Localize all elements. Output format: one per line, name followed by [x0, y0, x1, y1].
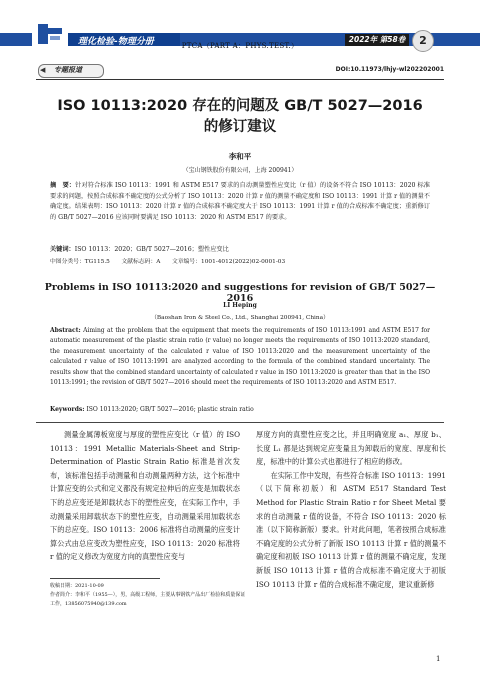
- author-cn: 李和平: [228, 152, 252, 161]
- abstract-cn-label: 摘 要：: [50, 182, 76, 189]
- doi: DOI:10.11973/lhjy-wl202202001: [335, 66, 444, 73]
- keywords-en-text: ISO 10113:2020; GB/T 5027—2016; plastic strain ratio: [86, 406, 254, 413]
- abstract-cn: [50, 181, 430, 224]
- abstract-cn-text: 针对符合标准 ISO 10113：1991 和 ASTM E517 要求的自动测量塑性应变比（r 值）的设备不符合 ISO 10113：2020 标准要求的问题，按照合成标准不确定度的公式分析了 ISO 10113：2020 计算 r 值的测量不确定度和 ISO 10113：1991 计算 r 值的测量不确定度。结果表明：ISO 10113：2020 计算 r 值的合成标准不确定度大于 ISO 10113：1991 计算 r 值的合成标准不确定度；重新修订的 GB/T 5027—2016 应该同时要满足 ISO 10113：2020 和 ASTM E517 的要求。: [50, 182, 430, 222]
- journal-name-en: PTCA（PART A：PHYS.TEST.）: [181, 42, 299, 50]
- footnote: 收稿日期：2021-10-09 作者简介：李和平（1955—），男，高级工程师，主要从事钢铁产品出厂检验和质量保证工作，13856075940@139.com: [50, 583, 246, 607]
- title-cn-line-2: 的修订建议: [203, 119, 277, 135]
- section-arrow-icon: ◀: [40, 66, 46, 74]
- author-en: LI Heping: [223, 302, 257, 309]
- keywords-en: [50, 405, 430, 416]
- keywords-en-label: Keywords:: [50, 406, 85, 413]
- section-label: 专题报道: [54, 66, 82, 74]
- classification-cn: 中图分类号：TG115.5 文献标志码：A 文章编号：1001-4012(2022)02-0001-03: [50, 259, 286, 265]
- abstract-en: [50, 326, 430, 388]
- affiliation-en: （Baoshan Iron & Steel Co., Ltd., Shanghai 200941, China）: [151, 315, 329, 321]
- page-number: 1: [436, 655, 441, 663]
- journal-name-cn: 理化检验-物理分册: [78, 37, 154, 47]
- keywords-cn-text: ISO 10113：2020；GB/T 5027—2016；塑性应变比: [74, 246, 229, 253]
- body-column-left: 测量金属薄板宽度与厚度的塑性应变比（r 值）的 ISO 10113：1991 Metallic Materials-Sheet and Strip-Determination of Plastic Strain Ratio 标准是首次发布，该标准包括手动测量和自动测量两种方法，这个标准中计算应变的公式和定义都没有规定拉伸后的应变是加载状态下的总应变还是卸载状态下的塑性应变，在实际工作中，手动测量采用卸载状态下的塑性应变，自动测量采用加载状态下的总应变。ISO 10113：2006 标准将自动测量的应变计算公式由总应变改为塑性应变，ISO 10113：2020 标准将 r 值的定义修改为宽度方向的真塑性应变与: [50, 430, 240, 562]
- abstract-en-text: Aiming at the problem that the equipment that meets the requirements of ISO 10113:1991 and ASTM E517 for automatic measurement of the plastic strain ratio (r value) no longer meets the requirements of ISO 10113:2020 standard, the measurement uncertainty of the calculated r value of ISO 10113:2020 and the measurement uncertainty of the calculated r value of ISO 10113:1991 are analyzed according to the formula of the combined standard uncertainty. The results show that the combined standard uncertainty of calculated r value in ISO 10113:2020 is greater than that in the ISO 10113:1991; the revision of GB/T 5027—2016 should meet the requirements of ISO 10113:2020 and ASTM E517.: [50, 327, 430, 387]
- footnote-divider: [50, 578, 160, 579]
- issue-number: 2: [412, 30, 434, 52]
- abstract-en-label: Abstract:: [50, 327, 81, 334]
- title-en: Problems in ISO 10113:2020 and suggestions for revision of GB/T 5027—2016: [44, 282, 436, 304]
- divider: [36, 79, 444, 80]
- body-column-right: 厚度方向的真塑性应变之比，并且明确宽度 a₁、厚度 b₁、长度 L₁ 都是达到规定应变量且为卸载后的宽度、厚度和长度，标准中的计算公式也都进行了相应的修改。 在实际工作中发现，有些符合标准 ISO 10113：1991（以下简称初版）和 ASTM E517 Standard Test Method for Plastic Strain Ratio r for Sheet Metal 要求的自动测量 r 值的设备，不符合 ISO 10113：2020 标准（以下简称新版）要求。针对此问题，笔者按照合成标准不确定度的公式分析了新版 ISO 10113 计算 r 值的测量不确定度和初版 ISO 10113 计算 r 值的测量不确定度，发现新版 ISO 10113 计算 r 值的合成标准不确定度大于初版 ISO 10113 计算 r 值的合成标准不确定度，建议重新修: [256, 430, 446, 589]
- issue-badge: 2022年 第58卷: [345, 34, 409, 46]
- keywords-cn-label: 关键词：: [50, 246, 75, 253]
- divider: [36, 422, 444, 423]
- affiliation-cn: （宝山钢铁股份有限公司，上海 200941）: [182, 167, 298, 174]
- title-cn-line-1: ISO 10113:2020 存在的问题及 GB/T 5027—2016: [57, 98, 423, 114]
- keywords-cn: [50, 245, 430, 256]
